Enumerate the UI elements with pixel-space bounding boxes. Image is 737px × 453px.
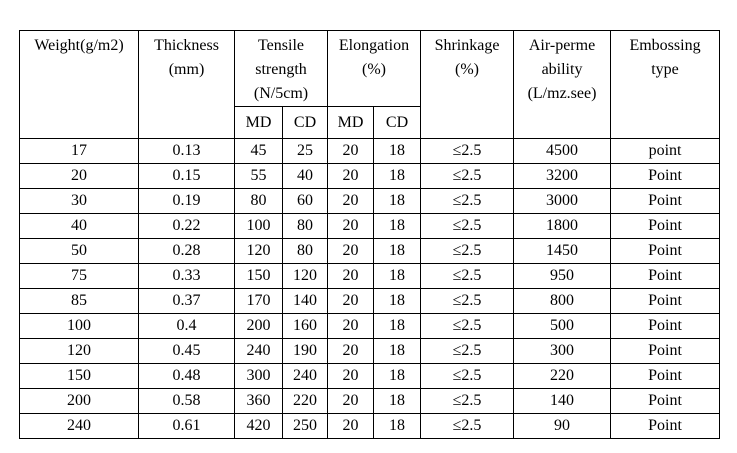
cell-elongation-md: 20: [328, 264, 374, 289]
header-elongation: [328, 31, 421, 107]
cell-weight: 150: [20, 364, 139, 389]
cell-embossing-type: Point: [611, 414, 720, 439]
cell-tensile-cd: 220: [283, 389, 328, 414]
cell-thickness: 0.48: [139, 364, 235, 389]
table-row: [20, 264, 720, 289]
header-shrinkage: [421, 31, 514, 139]
cell-weight: 75: [20, 264, 139, 289]
cell-shrinkage: ≤2.5: [421, 364, 514, 389]
cell-shrinkage: ≤2.5: [421, 314, 514, 339]
cell-tensile-md: 240: [235, 339, 283, 364]
cell-air-permeability: 500: [514, 314, 611, 339]
cell-elongation-cd: 18: [374, 389, 421, 414]
cell-elongation-cd: 18: [374, 139, 421, 164]
header-row: [20, 31, 720, 107]
table-row: [20, 414, 720, 439]
cell-thickness: 0.58: [139, 389, 235, 414]
header-thickness: [139, 31, 235, 139]
cell-tensile-md: 100: [235, 214, 283, 239]
cell-elongation-md: 20: [328, 364, 374, 389]
cell-embossing-type: Point: [611, 189, 720, 214]
header-air-line: (L/mz.see): [527, 85, 597, 102]
cell-tensile-cd: 140: [283, 289, 328, 314]
cell-weight: 85: [20, 289, 139, 314]
cell-air-permeability: 3000: [514, 189, 611, 214]
cell-shrinkage: ≤2.5: [421, 139, 514, 164]
cell-embossing-type: Point: [611, 364, 720, 389]
cell-elongation-md: 20: [328, 239, 374, 264]
cell-thickness: 0.28: [139, 239, 235, 264]
cell-shrinkage: ≤2.5: [421, 189, 514, 214]
header-thickness-line: Thickness: [154, 37, 219, 54]
cell-tensile-md: 170: [235, 289, 283, 314]
cell-embossing-type: point: [611, 139, 720, 164]
header-weight: [20, 31, 139, 139]
header-weight-line: Weight(g/m2): [34, 37, 124, 54]
cell-air-permeability: 950: [514, 264, 611, 289]
cell-elongation-cd: 18: [374, 214, 421, 239]
cell-elongation-md: 20: [328, 314, 374, 339]
header-tensile-line: Tensile: [258, 37, 304, 54]
header-tensile-md: MD: [235, 107, 283, 139]
cell-tensile-md: 80: [235, 189, 283, 214]
cell-air-permeability: 300: [514, 339, 611, 364]
cell-shrinkage: ≤2.5: [421, 264, 514, 289]
cell-elongation-md: 20: [328, 189, 374, 214]
cell-thickness: 0.61: [139, 414, 235, 439]
cell-air-permeability: 220: [514, 364, 611, 389]
cell-thickness: 0.22: [139, 214, 235, 239]
cell-tensile-cd: 160: [283, 314, 328, 339]
cell-thickness: 0.13: [139, 139, 235, 164]
cell-air-permeability: 800: [514, 289, 611, 314]
cell-weight: 30: [20, 189, 139, 214]
cell-embossing-type: Point: [611, 289, 720, 314]
cell-weight: 50: [20, 239, 139, 264]
cell-elongation-md: 20: [328, 214, 374, 239]
cell-weight: 20: [20, 164, 139, 189]
cell-tensile-cd: 80: [283, 239, 328, 264]
cell-shrinkage: ≤2.5: [421, 414, 514, 439]
table-row: [20, 164, 720, 189]
cell-embossing-type: Point: [611, 239, 720, 264]
header-shrinkage-line: Shrinkage: [434, 37, 500, 54]
cell-thickness: 0.37: [139, 289, 235, 314]
cell-weight: 17: [20, 139, 139, 164]
cell-elongation-cd: 18: [374, 189, 421, 214]
cell-thickness: 0.19: [139, 189, 235, 214]
cell-shrinkage: ≤2.5: [421, 239, 514, 264]
cell-tensile-md: 150: [235, 264, 283, 289]
cell-weight: 200: [20, 389, 139, 414]
header-thickness-line: (mm): [168, 61, 205, 78]
cell-elongation-md: 20: [328, 339, 374, 364]
cell-thickness: 0.15: [139, 164, 235, 189]
table-row: [20, 139, 720, 164]
cell-tensile-md: 120: [235, 239, 283, 264]
header-elongation-line: Elongation: [338, 37, 410, 54]
header-embossing: [611, 31, 720, 139]
cell-elongation-cd: 18: [374, 164, 421, 189]
cell-tensile-cd: 25: [283, 139, 328, 164]
cell-elongation-cd: 18: [374, 414, 421, 439]
header-elongation-md: MD: [328, 107, 374, 139]
header-air-line: Air-perme: [528, 37, 596, 54]
cell-shrinkage: ≤2.5: [421, 389, 514, 414]
table-row: [20, 314, 720, 339]
table-body: [20, 139, 720, 439]
cell-air-permeability: 1800: [514, 214, 611, 239]
header-shrinkage-line: (%): [455, 61, 479, 78]
header-air-permeability: [514, 31, 611, 139]
cell-tensile-cd: 80: [283, 214, 328, 239]
cell-shrinkage: ≤2.5: [421, 289, 514, 314]
cell-tensile-cd: 190: [283, 339, 328, 364]
cell-elongation-md: 20: [328, 289, 374, 314]
cell-thickness: 0.45: [139, 339, 235, 364]
cell-elongation-cd: 18: [374, 339, 421, 364]
header-embossing-line: type: [651, 61, 679, 78]
table-row: [20, 289, 720, 314]
cell-shrinkage: ≤2.5: [421, 164, 514, 189]
cell-shrinkage: ≤2.5: [421, 214, 514, 239]
cell-tensile-md: 45: [235, 139, 283, 164]
cell-elongation-cd: 18: [374, 239, 421, 264]
header-tensile-line: (N/5cm): [253, 85, 309, 102]
table-row: [20, 189, 720, 214]
table-row: [20, 389, 720, 414]
cell-weight: 100: [20, 314, 139, 339]
cell-thickness: 0.4: [139, 314, 235, 339]
cell-embossing-type: Point: [611, 214, 720, 239]
cell-embossing-type: Point: [611, 314, 720, 339]
table-row: [20, 364, 720, 389]
cell-tensile-md: 300: [235, 364, 283, 389]
cell-air-permeability: 1450: [514, 239, 611, 264]
cell-weight: 40: [20, 214, 139, 239]
cell-embossing-type: Point: [611, 164, 720, 189]
cell-embossing-type: Point: [611, 264, 720, 289]
table-row: [20, 239, 720, 264]
header-elongation-line: (%): [362, 61, 386, 78]
table-row: [20, 339, 720, 364]
cell-shrinkage: ≤2.5: [421, 339, 514, 364]
cell-thickness: 0.33: [139, 264, 235, 289]
cell-tensile-cd: 40: [283, 164, 328, 189]
header-tensile-cd: CD: [283, 107, 328, 139]
header-elongation-cd: CD: [374, 107, 421, 139]
cell-tensile-cd: 250: [283, 414, 328, 439]
spec-table: [19, 30, 720, 439]
cell-tensile-cd: 120: [283, 264, 328, 289]
cell-elongation-cd: 18: [374, 314, 421, 339]
cell-weight: 120: [20, 339, 139, 364]
cell-tensile-cd: 240: [283, 364, 328, 389]
cell-air-permeability: 3200: [514, 164, 611, 189]
cell-air-permeability: 4500: [514, 139, 611, 164]
cell-tensile-md: 360: [235, 389, 283, 414]
header-tensile-line: strength: [255, 61, 307, 78]
cell-elongation-md: 20: [328, 389, 374, 414]
cell-weight: 240: [20, 414, 139, 439]
cell-tensile-md: 420: [235, 414, 283, 439]
cell-elongation-cd: 18: [374, 264, 421, 289]
header-air-line: ability: [541, 61, 583, 78]
cell-elongation-md: 20: [328, 164, 374, 189]
cell-air-permeability: 90: [514, 414, 611, 439]
cell-elongation-md: 20: [328, 414, 374, 439]
cell-embossing-type: Point: [611, 389, 720, 414]
cell-tensile-cd: 60: [283, 189, 328, 214]
header-tensile: [235, 31, 328, 107]
cell-elongation-cd: 18: [374, 289, 421, 314]
table-row: [20, 214, 720, 239]
cell-embossing-type: Point: [611, 339, 720, 364]
cell-elongation-cd: 18: [374, 364, 421, 389]
cell-tensile-md: 55: [235, 164, 283, 189]
cell-elongation-md: 20: [328, 139, 374, 164]
cell-air-permeability: 140: [514, 389, 611, 414]
cell-tensile-md: 200: [235, 314, 283, 339]
header-embossing-line: Embossing: [629, 37, 701, 54]
